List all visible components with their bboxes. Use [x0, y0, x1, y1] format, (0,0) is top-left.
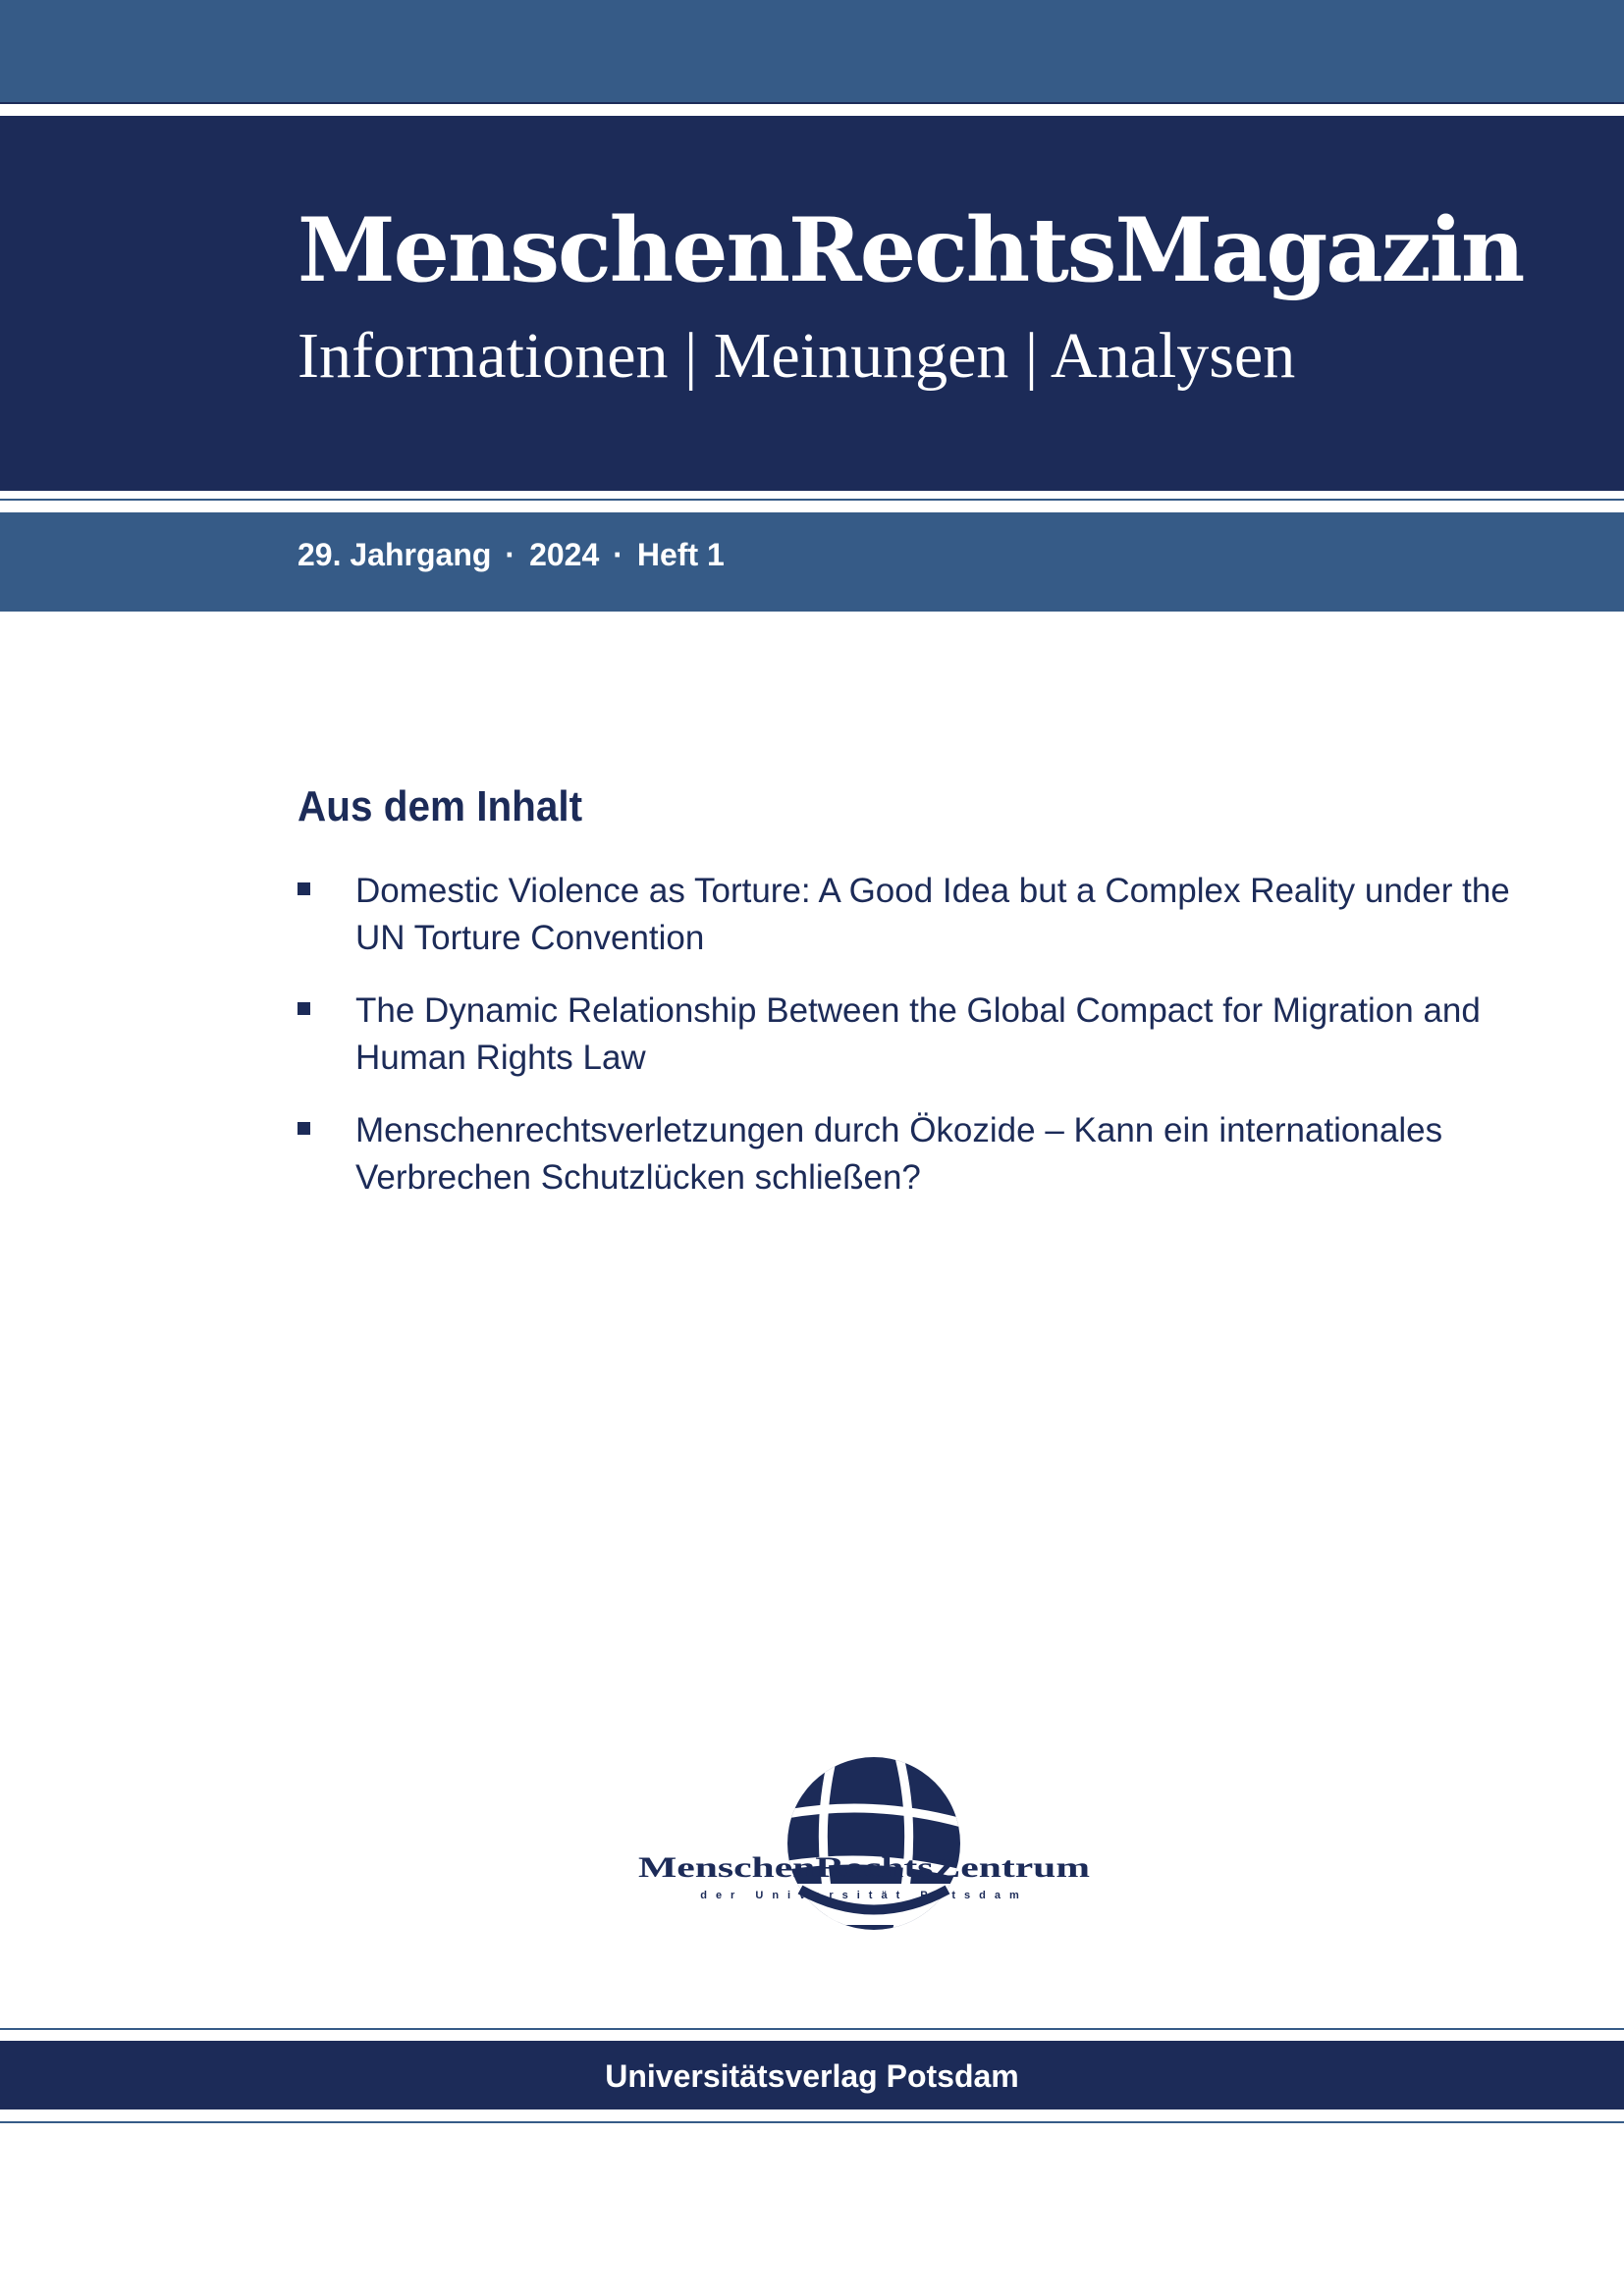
issue-hairline: [0, 499, 1624, 501]
top-color-band: [0, 0, 1624, 102]
issue-volume: 29. Jahrgang: [298, 537, 492, 572]
toc-list: [298, 868, 1544, 1227]
toc-item-title: Domestic Violence as Torture: A Good Idea but a Complex Reality under the UN Torture Convention: [355, 872, 1510, 957]
toc-item-title: The Dynamic Relationship Between the Global Compact for Migration and Human Rights Law: [355, 991, 1481, 1077]
issue-band: [0, 512, 1624, 612]
toc-item-title: Menschenrechtsverletzungen durch Ökozide – Kann ein internationales Verbrechen Schutzlücken schließen?: [355, 1111, 1443, 1197]
bullet-square-icon: [298, 1122, 310, 1135]
magazine-subtitle: Informationen | Meinungen | Analysen: [298, 320, 1296, 392]
toc-item: [298, 988, 1544, 1082]
logo-tagline: der Universität Potsdam: [700, 1890, 1028, 1901]
top-hairline: [0, 102, 1624, 104]
menschenrechtszentrum-logo: [628, 1757, 1100, 1953]
issue-separator: ·: [505, 537, 516, 572]
masthead-band: [0, 116, 1624, 491]
issue-number: Heft 1: [636, 537, 725, 572]
issue-year: 2024: [529, 537, 600, 572]
toc-heading: Aus dem Inhalt: [298, 782, 583, 830]
logo-name: MenschenRechtsZentrum: [638, 1851, 1090, 1884]
toc-item: [298, 868, 1544, 962]
issue-separator: ·: [613, 537, 623, 572]
issue-info: [298, 539, 725, 570]
footer-hairline-top: [0, 2028, 1624, 2030]
magazine-title: MenschenRechtsMagazin: [298, 198, 1524, 302]
bullet-square-icon: [298, 1002, 310, 1015]
publisher-name: Universitätsverlag Potsdam: [605, 2058, 1019, 2094]
globe-icon: [776, 1757, 972, 1944]
bullet-square-icon: [298, 882, 310, 895]
toc-item: [298, 1107, 1544, 1201]
footer-hairline-bottom: [0, 2121, 1624, 2123]
